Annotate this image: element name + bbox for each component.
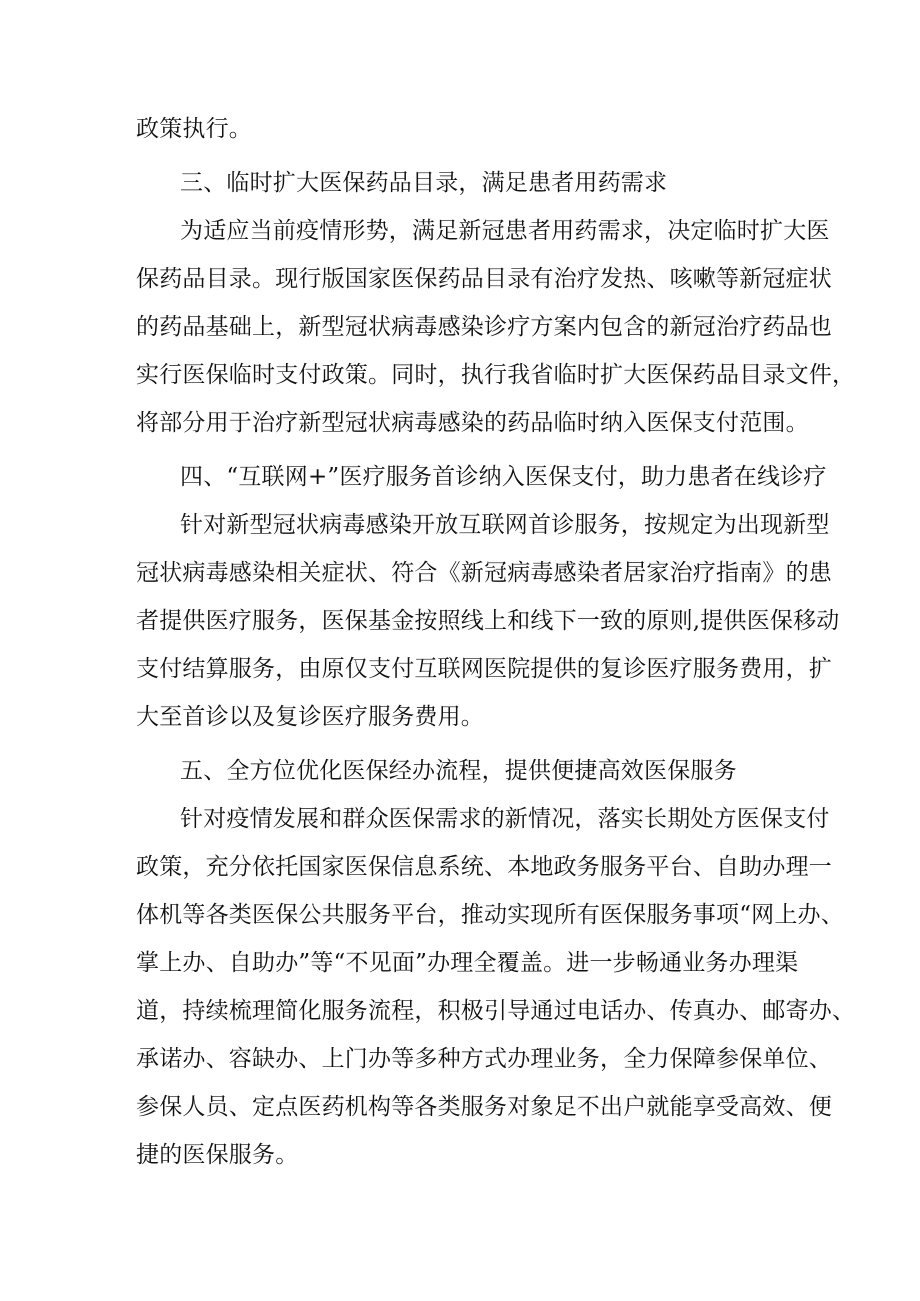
paragraph-line: 体机等各类医保公共服务平台，推动实现所有医保服务事项“网上办、 <box>136 902 844 928</box>
section-heading-4: 四、“互联网+”医疗服务首诊纳入医保支付，助力患者在线诊疗 <box>180 464 827 490</box>
paragraph-line: 保药品目录。现行版国家医保药品目录有治疗发热、咳嗽等新冠症状 <box>136 266 832 292</box>
paragraph-line: 将部分用于治疗新型冠状病毒感染的药品临时纳入医保支付范围。 <box>136 410 809 436</box>
paragraph-line: 实行医保临时支付政策。同时，执行我省临时扩大医保药品目录文件， <box>136 362 856 388</box>
paragraph-line: 掌上办、自助办”等“不见面”办理全覆盖。进一步畅通业务办理渠 <box>136 950 799 976</box>
paragraph-line: 者提供医疗服务，医保基金按照线上和线下一致的原则,提供医保移动 <box>136 608 840 634</box>
paragraph-line: 支付结算服务，由原仅支付互联网医院提供的复诊医疗服务费用，扩 <box>136 656 832 682</box>
paragraph-line: 大至首诊以及复诊医疗服务费用。 <box>136 704 484 730</box>
paragraph-line: 针对疫情发展和群众医保需求的新情况，落实长期处方医保支付 <box>180 806 830 832</box>
paragraph-line: 道，持续梳理简化服务流程，积极引导通过电话办、传真办、邮寄办、 <box>136 998 856 1024</box>
paragraph-line: 的药品基础上，新型冠状病毒感染诊疗方案内包含的新冠治疗药品也 <box>136 314 832 340</box>
paragraph-line: 政策执行。 <box>136 116 252 142</box>
paragraph-line: 为适应当前疫情形势，满足新冠患者用药需求，决定临时扩大医 <box>180 218 830 244</box>
paragraph-line: 参保人员、定点医药机构等各类服务对象足不出户就能享受高效、便 <box>136 1094 832 1120</box>
paragraph-line: 冠状病毒感染相关症状、符合《新冠病毒感染者居家治疗指南》的患 <box>136 560 832 586</box>
section-heading-3: 三、临时扩大医保药品目录，满足患者用药需求 <box>180 170 668 196</box>
section-heading-5: 五、全方位优化医保经办流程，提供便捷高效医保服务 <box>180 758 737 784</box>
paragraph-line: 政策，充分依托国家医保信息系统、本地政务服务平台、自助办理一 <box>136 854 832 880</box>
paragraph-line: 捷的医保服务。 <box>136 1142 299 1168</box>
paragraph-line: 针对新型冠状病毒感染开放互联网首诊服务，按规定为出现新型 <box>180 512 830 538</box>
paragraph-line: 承诺办、容缺办、上门办等多种方式办理业务，全力保障参保单位、 <box>136 1046 832 1072</box>
